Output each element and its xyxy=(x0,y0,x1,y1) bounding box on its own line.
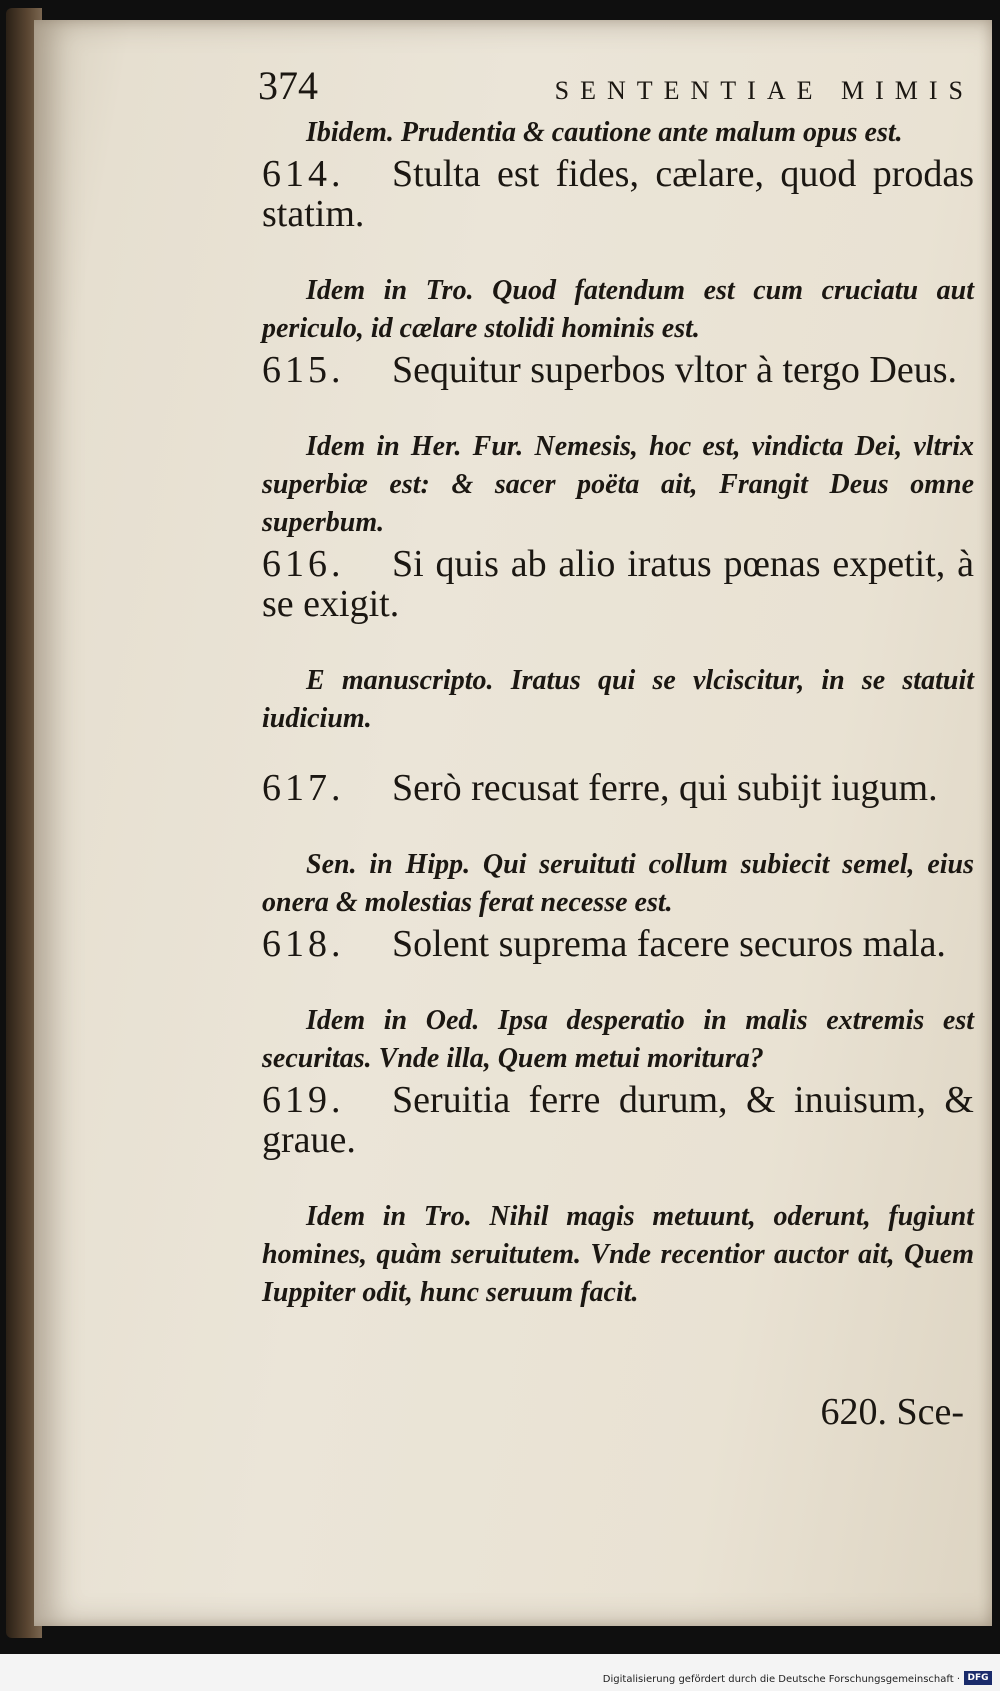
entry-615 xyxy=(262,350,974,542)
entry-613-commentary xyxy=(262,114,974,152)
commentary: Sen. in Hipp. Qui seruituti collum subiecit semel, eius onera & molestias ferat necesse est. xyxy=(262,849,974,918)
maxim xyxy=(262,768,974,808)
commentary: E manuscripto. Iratus qui se vlciscitur, in se statuit iudicium. xyxy=(262,665,974,734)
maxim-text: Serò recusat ferre, qui subijt iugum. xyxy=(392,767,938,809)
maxim-number: 616. xyxy=(262,543,345,585)
maxim-number: 614. xyxy=(262,153,345,195)
spacer xyxy=(262,740,974,766)
page-header xyxy=(258,62,974,114)
maxim-text: Sequitur superbos vltor à tergo Deus. xyxy=(392,349,957,391)
maxim xyxy=(262,350,974,390)
maxim-text: Seruitia ferre durum, & inuisum, & graue. xyxy=(262,1079,974,1161)
entry-618 xyxy=(262,924,974,1078)
entry-617 xyxy=(262,768,974,922)
commentary: Idem in Her. Fur. Nemesis, hoc est, vindicta Dei, vltrix superbiæ est: & sacer poëta ait, Frangit Deus omne superbum. xyxy=(262,431,974,538)
page-number: 374 xyxy=(258,63,318,108)
maxim xyxy=(262,544,974,624)
footer-strip xyxy=(0,1654,1000,1691)
commentary: Idem in Tro. Nihil magis metuunt, oderunt, fugiunt homines, quàm seruitutem. Vnde recentior auctor ait, Quem Iuppiter odit, hunc seruum facit. xyxy=(262,1201,974,1308)
maxim-text: Solent suprema facere securos mala. xyxy=(392,923,946,965)
maxim-text: Stulta est fides, cælare, quod prodas statim. xyxy=(262,153,974,235)
entry-616 xyxy=(262,544,974,738)
maxim-text: Si quis ab alio iratus pœnas expetit, à se exigit. xyxy=(262,543,974,625)
digitization-credit: Digitalisierung gefördert durch die Deutsche Forschungsgemeinschaft · xyxy=(602,1674,960,1685)
maxim-number: 619. xyxy=(262,1079,345,1121)
maxim-number: 615. xyxy=(262,349,345,391)
maxim xyxy=(262,1080,974,1160)
commentary: Idem in Oed. Ipsa desperatio in malis extremis est securitas. Vnde illa, Quem metui moritura? xyxy=(262,1005,974,1074)
maxim xyxy=(262,154,974,234)
page-text xyxy=(258,62,974,1314)
maxim xyxy=(262,924,974,964)
catchword: 620. Sce- xyxy=(820,1391,964,1433)
dfg-logo: DFG xyxy=(964,1671,992,1685)
commentary: Idem in Tro. Quod fatendum est cum cruciatu aut periculo, id cælare stolidi hominis est. xyxy=(262,275,974,344)
entry-614 xyxy=(262,154,974,348)
commentary: Ibidem. Prudentia & cautione ante malum opus est. xyxy=(306,117,903,148)
maxim-number: 617. xyxy=(262,767,345,809)
maxim-number: 618. xyxy=(262,923,345,965)
running-title: SENTENTIAE MIMIS xyxy=(554,76,974,105)
entry-619 xyxy=(262,1080,974,1312)
